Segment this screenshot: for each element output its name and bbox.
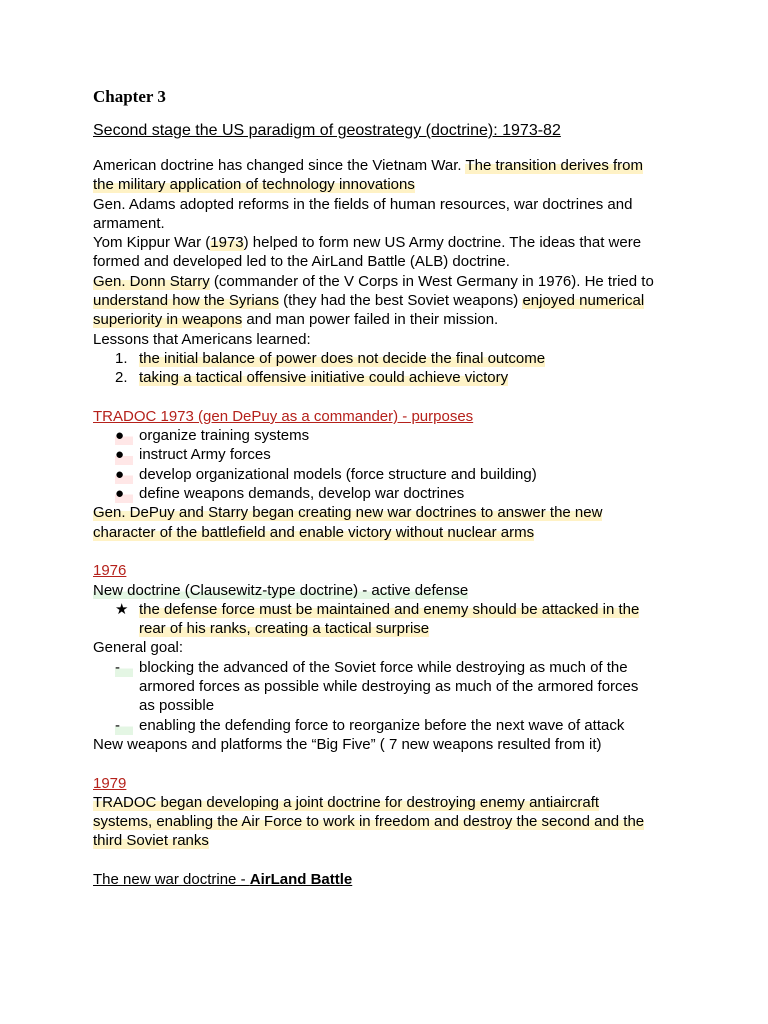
airland-prefix: The new war doctrine - bbox=[93, 870, 250, 888]
list-item bbox=[93, 484, 688, 503]
highlighted-year: 1973 bbox=[210, 234, 244, 252]
list-item bbox=[93, 368, 688, 387]
list-item-text: the defense force must be maintained and enemy should be attacked in the bbox=[139, 600, 640, 618]
intro-text: ) helped to form new US Army doctrine. The ideas that were bbox=[243, 234, 642, 252]
list-item-text: armored forces as possible while destroying as much of the armored forces bbox=[139, 678, 639, 696]
intro-text: armament. bbox=[93, 214, 165, 232]
intro-text: Gen. Adams adopted reforms in the fields of human resources, war doctrines and bbox=[93, 195, 633, 213]
general-goal-label: General goal: bbox=[93, 639, 184, 657]
intro-text: Lessons that Americans learned: bbox=[93, 330, 311, 348]
list-item-text: the initial balance of power does not decide the final outcome bbox=[139, 349, 546, 367]
list-item-text: taking a tactical offensive initiative could achieve victory bbox=[139, 369, 509, 387]
highlighted-text: Gen. DePuy and Starry began creating new war doctrines to answer the new bbox=[93, 504, 603, 522]
highlighted-text: enjoyed numerical bbox=[522, 292, 645, 310]
highlighted-text: Gen. Donn Starry bbox=[93, 272, 210, 290]
year-heading-1979: 1979 bbox=[93, 774, 127, 792]
list-item bbox=[93, 465, 688, 484]
year-heading-1976: 1976 bbox=[93, 562, 127, 580]
highlighted-text: systems, enabling the Air Force to work in freedom and destroy the second and the bbox=[93, 813, 645, 831]
list-item-text: as possible bbox=[139, 697, 215, 715]
list-item bbox=[93, 426, 688, 445]
highlighted-text: the military application of technology innovations bbox=[93, 176, 415, 194]
star-icon: ★ bbox=[115, 600, 129, 618]
intro-text: formed and developed led to the AirLand Battle (ALB) doctrine. bbox=[93, 253, 510, 271]
airland-bold: AirLand Battle bbox=[249, 870, 353, 888]
tradoc-bullet-list bbox=[93, 426, 688, 503]
highlighted-text: The transition derives from bbox=[465, 157, 644, 174]
list-number: 1. bbox=[115, 349, 128, 367]
bullet-icon: ● bbox=[115, 426, 133, 445]
list-item-text: organize training systems bbox=[139, 427, 310, 445]
lessons-list bbox=[93, 349, 688, 388]
list-item-text: instruct Army forces bbox=[139, 446, 271, 464]
dash-icon: - bbox=[115, 658, 133, 677]
list-item bbox=[93, 716, 688, 735]
list-number: 2. bbox=[115, 369, 128, 387]
list-item bbox=[93, 445, 688, 464]
list-item-text: blocking the advanced of the Soviet force while destroying as much of the bbox=[139, 658, 628, 676]
list-item-text: define weapons demands, develop war doctrines bbox=[139, 485, 465, 503]
weapons-text: New weapons and platforms the “Big Five” ( 7 new weapons resulted from it) bbox=[93, 735, 602, 753]
intro-paragraph bbox=[93, 156, 688, 349]
airland-heading bbox=[93, 870, 688, 889]
list-item bbox=[93, 600, 688, 619]
list-item-text: rear of his ranks, creating a tactical surprise bbox=[139, 620, 430, 638]
bullet-icon: ● bbox=[115, 484, 133, 503]
bullet-icon: ● bbox=[115, 445, 133, 464]
highlighted-text: TRADOC began developing a joint doctrine for destroying enemy antiaircraft bbox=[93, 793, 600, 811]
dash-icon: - bbox=[115, 716, 133, 735]
list-item bbox=[93, 349, 688, 368]
intro-text: Yom Kippur War ( bbox=[93, 234, 211, 252]
doctrine-text: New doctrine (Clausewitz-type doctrine) - active defense bbox=[93, 581, 469, 599]
highlighted-text: third Soviet ranks bbox=[93, 832, 209, 850]
section-subtitle: Second stage the US paradigm of geostrategy (doctrine): 1973-82 bbox=[93, 122, 561, 139]
intro-text: and man power failed in their mission. bbox=[242, 311, 499, 329]
intro-text: American doctrine has changed since the Vietnam War. bbox=[93, 157, 466, 174]
list-item-text: develop organizational models (force structure and building) bbox=[139, 465, 537, 483]
list-item bbox=[93, 658, 688, 677]
chapter-heading: Chapter 3 bbox=[93, 87, 166, 106]
highlighted-text: character of the battlefield bbox=[93, 523, 266, 541]
bullet-icon: ● bbox=[115, 465, 133, 484]
intro-text: (they had the best Soviet weapons) bbox=[278, 292, 523, 310]
highlighted-text: superiority in weapons bbox=[93, 311, 243, 329]
highlighted-text: and enable victory without nuclear arms bbox=[265, 523, 535, 541]
highlighted-text: understand how the Syrians bbox=[93, 292, 279, 310]
intro-text: (commander of the V Corps in West Germany in 1976). He tried to bbox=[209, 272, 654, 290]
tradoc-heading: TRADOC 1973 (gen DePuy as a commander) - purposes bbox=[93, 407, 474, 425]
list-item-text: enabling the defending force to reorganize before the next wave of attack bbox=[139, 716, 625, 734]
